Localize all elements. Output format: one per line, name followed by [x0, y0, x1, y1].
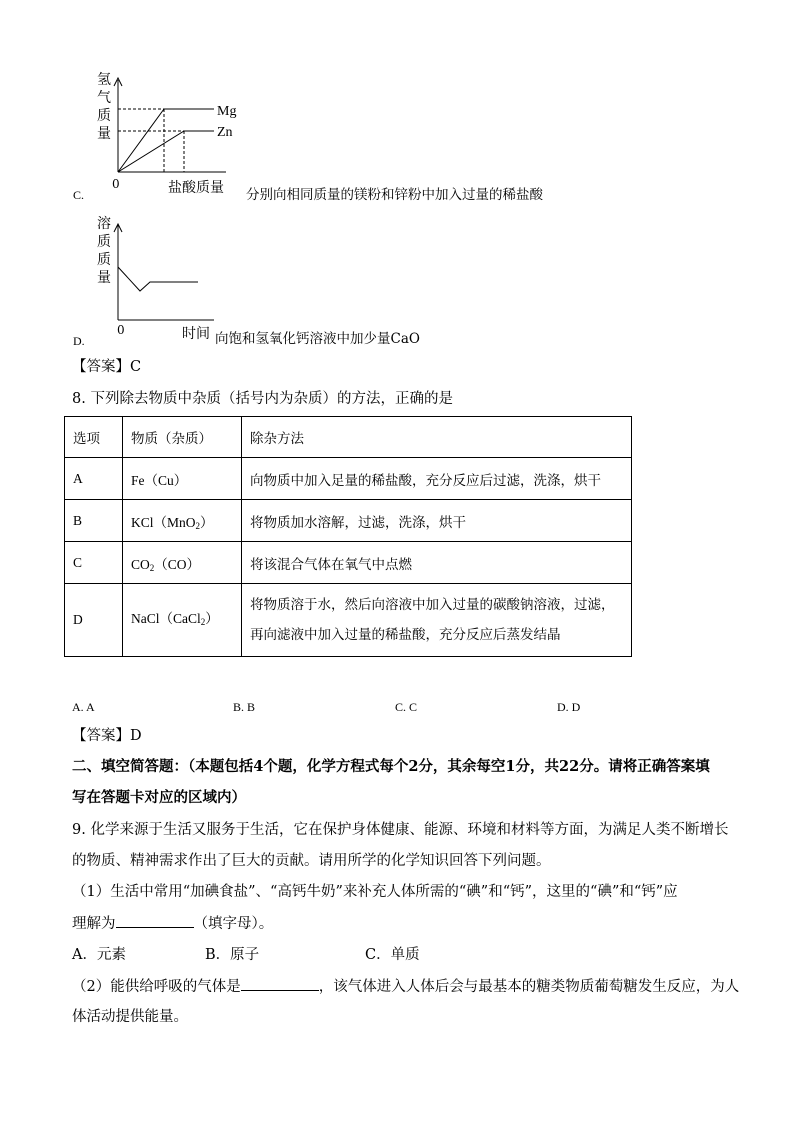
section-2-heading-line2: 写在答题卡对应的区域内） — [72, 789, 246, 806]
section-2-heading-line1: 二、填空简答题：（本题包括4个题，化学方程式每个2分，其余每空1分，共22分。请将正确答案填 — [72, 758, 710, 775]
q9-part2-prefix: （2）能供给呼吸的气体是 — [72, 979, 241, 995]
graph-d-y-label-0: 溶 — [97, 216, 111, 232]
table-header-cell: 选项 — [65, 417, 123, 458]
graph-c-y-label-2: 质 — [97, 108, 111, 124]
table-header-cell: 除杂方法 — [242, 417, 632, 458]
answer-7: 【答案】C — [72, 359, 142, 375]
row-option: D — [65, 584, 123, 657]
q8-choice-c: C. C — [395, 700, 418, 714]
formula-subscript: 2 — [195, 520, 201, 531]
q9-part1-option-c: C．单质 — [365, 947, 420, 963]
q9-intro-line1: 9. 化学来源于生活又服务于生活，它在保护身体健康、能源、环境和材料等方面，为满足人类不断增长 — [72, 822, 729, 838]
graph-d-origin: 0 — [117, 323, 125, 337]
q8-choice-d: D. D — [557, 700, 581, 714]
graph-d-y-label-1: 质 — [97, 234, 111, 250]
graph-d-y-label-3: 量 — [97, 270, 111, 286]
formula-part: NaCl（CaCl — [131, 610, 201, 626]
row-method: 向物质中加入足量的稀盐酸，充分反应后过滤，洗涤，烘干 — [242, 458, 632, 500]
q9-part2-line1 — [72, 976, 739, 997]
graph-c-y-label-3: 量 — [97, 126, 111, 142]
formula-part: KCl（MnO — [131, 514, 196, 530]
row-method: 将该混合气体在氧气中点燃 — [242, 542, 632, 584]
graph-d — [90, 210, 220, 342]
row-substance — [123, 584, 242, 657]
row-substance: Fe（Cu） — [123, 458, 242, 500]
graph-c-caption: 分别向相同质量的镁粉和锌粉中加入过量的稀盐酸 — [246, 187, 543, 203]
q8-stem: 8. 下列除去物质中杂质（括号内为杂质）的方法，正确的是 — [72, 391, 453, 407]
graph-c-y-label-1: 气 — [97, 90, 111, 106]
row-option: B — [65, 500, 123, 542]
row-substance — [123, 500, 242, 542]
graph-c — [90, 66, 250, 198]
table-row — [65, 458, 632, 500]
formula-part: CO — [131, 556, 150, 572]
formula-subscript: 2 — [200, 616, 206, 627]
q9-part1-option-a: A．元素 — [72, 947, 126, 963]
q9-part1-line2 — [72, 913, 273, 934]
graph-c-mg-label: Mg — [217, 104, 237, 119]
q9-part1-line1: （1）生活中常用“加碘食盐”、“高钙牛奶”来补充人体所需的“碘”和“钙”，这里的“碘”和“钙”应 — [72, 884, 678, 900]
formula-part: （CO） — [154, 556, 201, 572]
q9-part1-answer-blank[interactable] — [116, 913, 194, 928]
table-header-row — [65, 417, 632, 458]
graph-d-curve — [118, 267, 198, 291]
graph-c-y-label-0: 氢 — [97, 72, 111, 88]
table-row — [65, 500, 632, 542]
formula-part: ） — [205, 610, 219, 626]
graph-d-x-label: 时间 — [182, 326, 210, 342]
q8-choice-a: A. A — [72, 700, 95, 714]
q9-part2-answer-blank[interactable] — [241, 976, 319, 991]
formula-part: ） — [200, 514, 214, 530]
q9-part1-option-b: B．原子 — [205, 947, 260, 963]
row-option: A — [65, 458, 123, 500]
table-row — [65, 542, 632, 584]
graph-c-zn-label: Zn — [217, 125, 233, 140]
q8-choice-b: B. B — [233, 700, 256, 714]
graph-d-option-letter: D. — [73, 334, 85, 348]
row-method — [242, 584, 632, 657]
q8-table — [64, 416, 632, 657]
row-method-line: 再向滤液中加入过量的稀盐酸，充分反应后蒸发结晶 — [250, 627, 561, 643]
graph-c-origin: 0 — [112, 177, 120, 191]
formula-subscript: 2 — [149, 562, 155, 573]
table-row — [65, 584, 632, 657]
graph-d-caption: 向饱和氢氧化钙溶液中加少量CaO — [215, 331, 420, 347]
row-option: C — [65, 542, 123, 584]
q9-intro-line2: 的物质、精神需求作出了巨大的贡献。请用所学的化学知识回答下列问题。 — [72, 853, 551, 869]
graph-c-option-letter: C. — [73, 188, 85, 202]
q9-part2-line2: 体活动提供能量。 — [72, 1009, 188, 1025]
row-substance — [123, 542, 242, 584]
answer-8: 【答案】D — [72, 728, 142, 744]
q9-part2-suffix: ，该气体进入人体后会与最基本的糖类物质葡萄糖发生反应，为人 — [318, 979, 740, 995]
graph-d-y-label-2: 质 — [97, 252, 111, 268]
q9-part1-suffix: （填字母）。 — [193, 916, 274, 932]
table-header-cell: 物质（杂质） — [123, 417, 242, 458]
graph-c-x-label: 盐酸质量 — [168, 180, 224, 196]
q9-part1-prefix: 理解为 — [72, 916, 116, 932]
row-method: 将物质加水溶解，过滤，洗涤，烘干 — [242, 500, 632, 542]
row-method-line: 将物质溶于水，然后向溶液中加入过量的碳酸钠溶液，过滤， — [250, 597, 615, 613]
